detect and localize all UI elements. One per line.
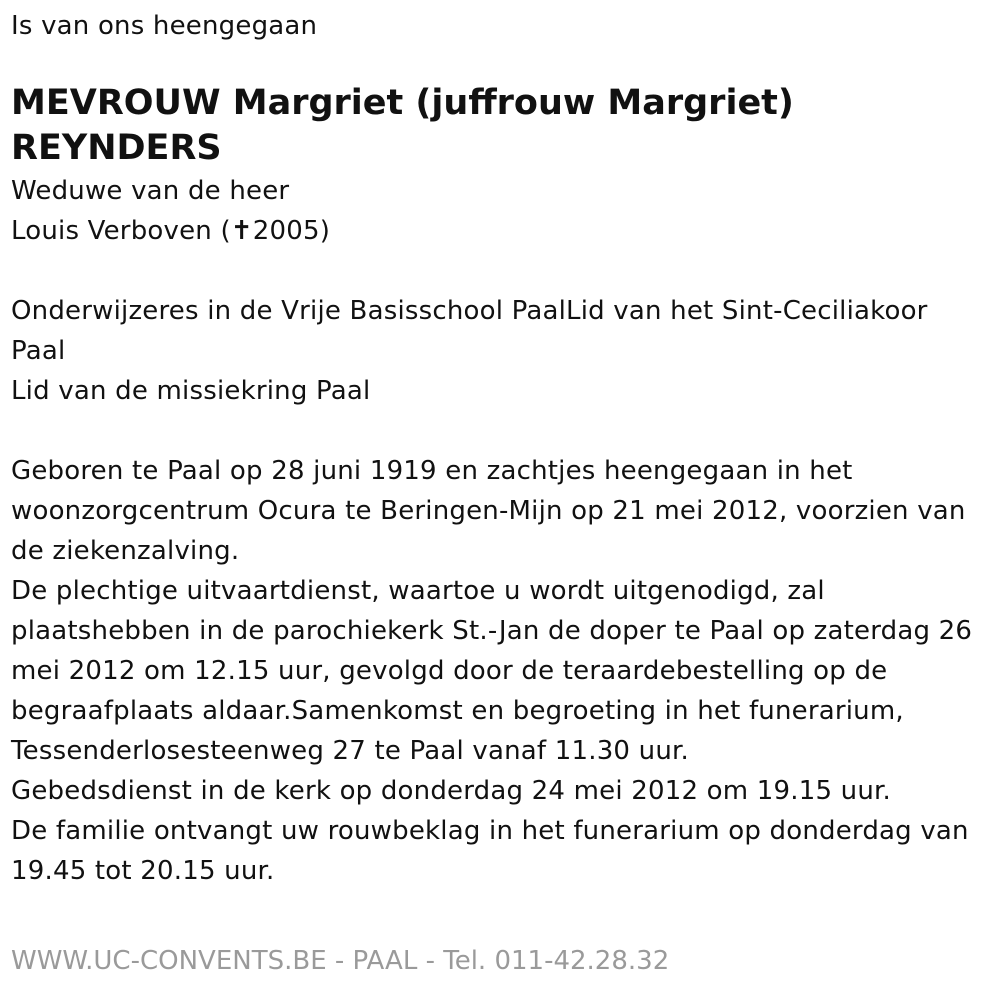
body-line: woonzorgcentrum Ocura te Beringen-Mijn op 21 mei 2012, voorzien van <box>11 496 966 526</box>
body-line: De plechtige uitvaartdienst, waartoe u wordt uitgenodigd, zal <box>11 576 825 606</box>
body-line: de ziekenzalving. <box>11 536 240 566</box>
obituary-notice <box>11 6 991 891</box>
spouse-year: 2005) <box>252 216 331 246</box>
role-line: Lid van de missiekring Paal <box>11 376 371 406</box>
body-line: 19.45 tot 20.15 uur. <box>11 856 275 886</box>
spacer <box>11 46 991 81</box>
body-line: Gebedsdienst in de kerk op donderdag 24 mei 2012 om 19.15 uur. <box>11 776 891 806</box>
footer-contact: WWW.UC-CONVENTS.BE - PAAL - Tel. 011-42.28.32 <box>11 946 670 976</box>
intro-text: Is van ons heengegaan <box>11 11 318 41</box>
role-line: Onderwijzeres in de Vrije Basisschool PaalLid van het Sint-Ceciliakoor <box>11 296 928 326</box>
role-line: Paal <box>11 336 66 366</box>
body-line: plaatshebben in de parochiekerk St.-Jan de doper te Paal op zaterdag 26 <box>11 616 973 646</box>
deceased-name-line-1: MEVROUW Margriet (juffrouw Margriet) <box>11 83 794 123</box>
body-line: Tessenderlosesteenweg 27 te Paal vanaf 11.30 uur. <box>11 736 689 766</box>
widow-line: Weduwe van de heer <box>11 176 290 206</box>
spouse-name: Louis Verboven ( <box>11 216 231 246</box>
spacer <box>11 251 991 291</box>
body-line: Geboren te Paal op 28 juni 1919 en zachtjes heengegaan in het <box>11 456 853 486</box>
body-line: De familie ontvangt uw rouwbeklag in het funerarium op donderdag van <box>11 816 969 846</box>
body-line: mei 2012 om 12.15 uur, gevolgd door de teraardebestelling op de <box>11 656 888 686</box>
deceased-name-line-2: REYNDERS <box>11 128 222 168</box>
spouse-line <box>11 211 991 251</box>
cross-icon: ✝ <box>230 216 253 246</box>
body-line: begraafplaats aldaar.Samenkomst en begroeting in het funerarium, <box>11 696 904 726</box>
spacer <box>11 411 991 451</box>
